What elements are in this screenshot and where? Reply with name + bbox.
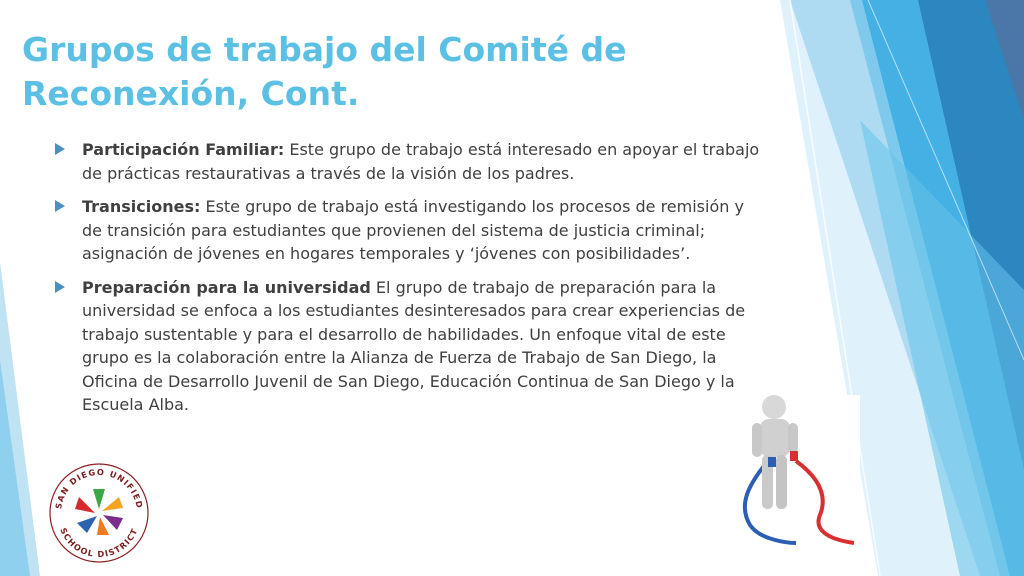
bullet-item-participacion — [50, 138, 762, 185]
person-connecting-cables-illustration — [738, 395, 860, 545]
bullet-text: Este grupo de trabajo está interesado en apoyar el trabajo de prácticas restaurativas a través de la visión de los padres. — [82, 140, 760, 183]
bullet-text: El grupo de trabajo de preparación para la universidad se enfoca a los estudiantes desinteresados para crear experiencias de trabajo sustentable y para el desarrollo de habilidades. Un enfoque vital de este grupo es la colaboración entre la Alianza de Fuerza de Trabajo de San Diego, la Oficina de Desarrollo Juvenil de San Diego, Educación Continua de San Diego y la Escuela Alba. — [82, 277, 746, 414]
bullet-item-universidad — [50, 276, 762, 417]
triangle-arrow-icon — [55, 143, 65, 155]
bullet-text: Este grupo de trabajo está investigando los procesos de remisión y de transición para estudiantes que provienen del sistema de justicia criminal; asignación de jóvenes en hogares temporales y ‘jóvenes con posibilidades’. — [82, 197, 744, 263]
bullet-term: Preparación para la universidad — [82, 277, 371, 297]
bullet-term: Participación Familiar: — [82, 140, 285, 159]
logo-text-bottom: SCHOOL DISTRICT — [58, 526, 140, 560]
logo-text-top: SAN DIEGO UNIFIED — [53, 466, 145, 510]
district-logo — [44, 456, 154, 566]
triangle-arrow-icon — [55, 200, 65, 212]
bullet-list — [50, 138, 762, 427]
slide-title: Grupos de trabajo del Comité de Reconexión, Cont. — [22, 30, 627, 113]
triangle-arrow-icon — [55, 281, 65, 293]
bullet-item-transiciones — [50, 195, 762, 266]
bullet-term: Transiciones: — [82, 197, 201, 216]
